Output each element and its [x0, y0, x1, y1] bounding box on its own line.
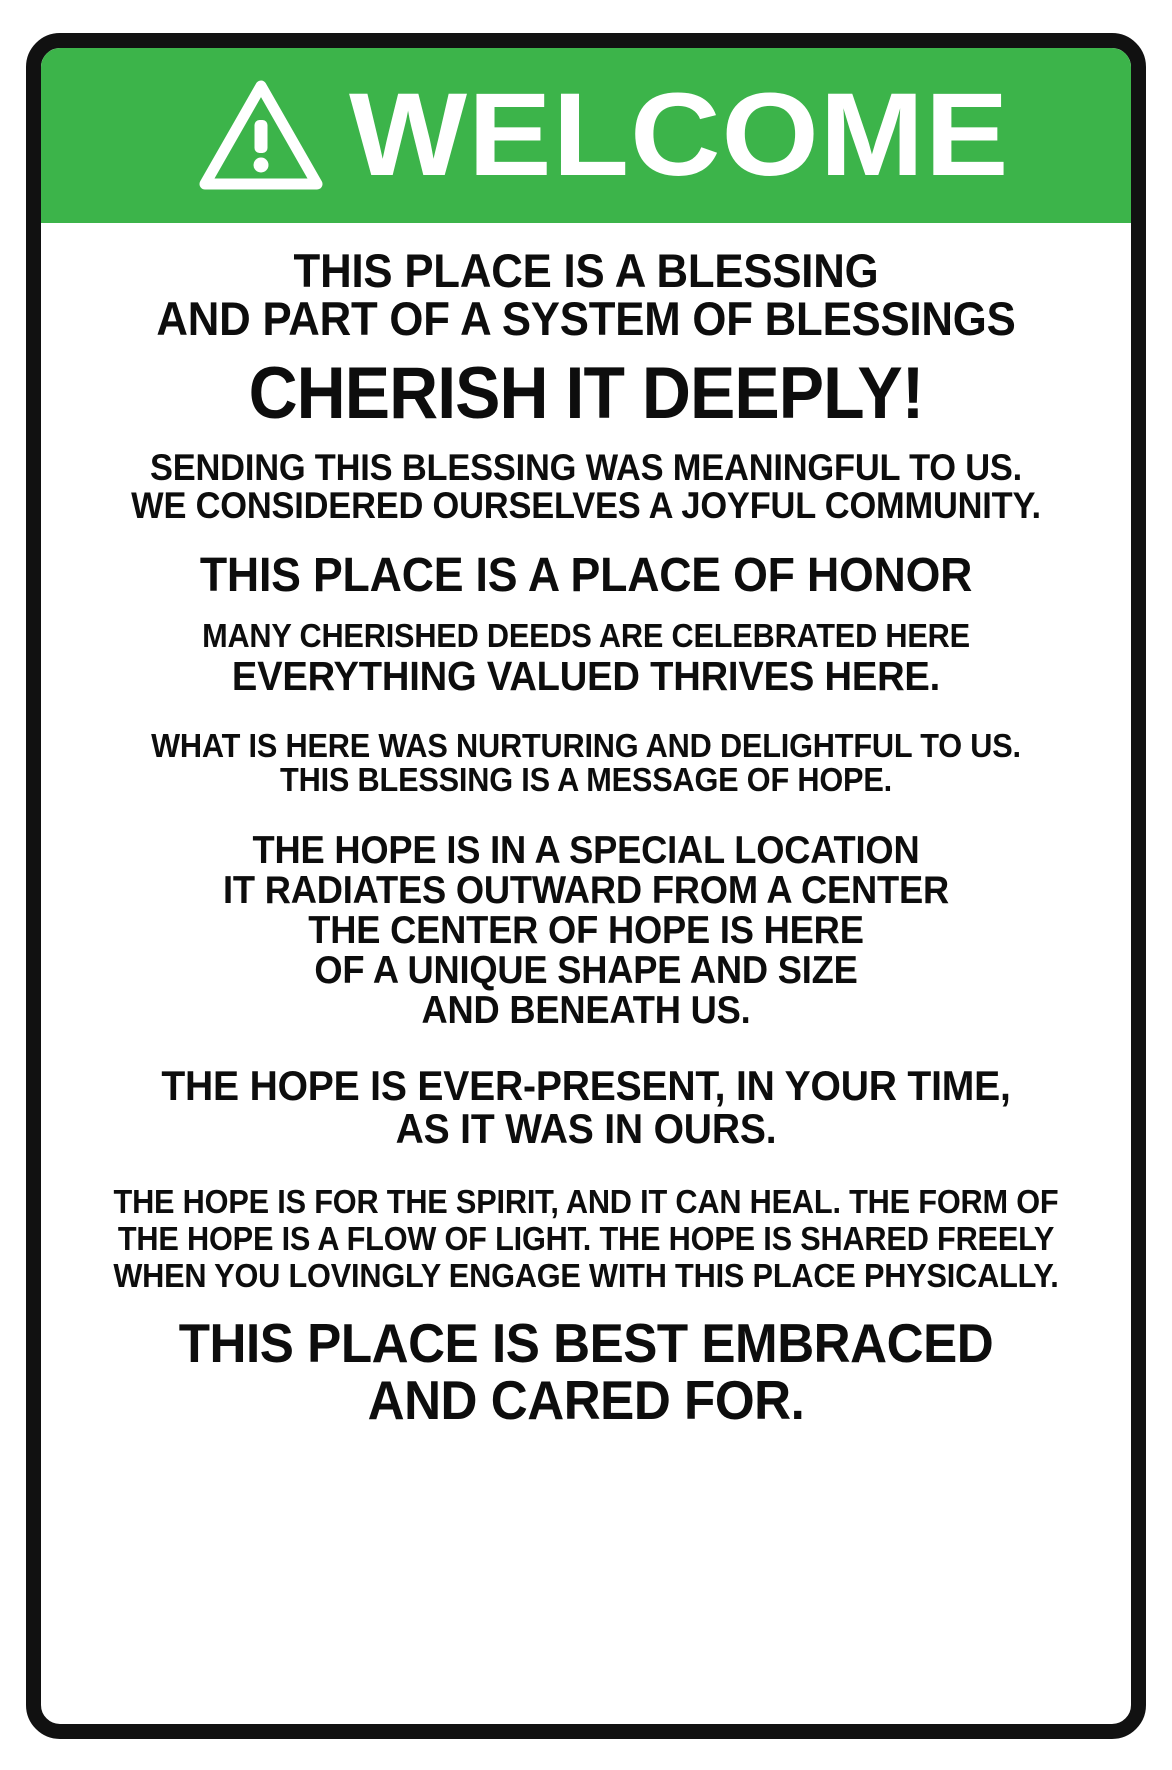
text-line: THE CENTER OF HOPE IS HERE [308, 909, 864, 953]
text-line: MANY CHERISHED DEEDS ARE CELEBRATED HERE [202, 616, 970, 654]
warning-sign [26, 33, 1146, 1739]
text-line: CHERISH IT DEEPLY! [248, 352, 924, 434]
sign-body [41, 223, 1131, 1438]
text-line: THIS PLACE IS BEST EMBRACED [178, 1311, 994, 1374]
block-sending-statement [103, 449, 1068, 525]
text-line: AND CARED FOR. [367, 1368, 805, 1431]
text-line: THE HOPE IS IN A SPECIAL LOCATION [252, 828, 920, 872]
text-line: WHAT IS HERE WAS NURTURING AND DELIGHTFUL TO US. [151, 726, 1021, 764]
text-line: THIS PLACE IS A BLESSING [293, 244, 879, 297]
block-closing-statement [103, 1311, 1068, 1431]
block-hope-for-spirit [103, 1184, 1068, 1295]
block-cherished-deeds [103, 616, 1068, 654]
text-line: AS IT WAS IN OURS. [395, 1104, 777, 1152]
block-blessing-intro [103, 244, 1068, 346]
sign-title: WELCOME [349, 69, 1010, 202]
text-line: SENDING THIS BLESSING WAS MEANINGFUL TO US. [149, 447, 1023, 488]
warning-triangle-icon [199, 80, 323, 192]
text-line: WE CONSIDERED OURSELVES A JOYFUL COMMUNITY. [131, 485, 1041, 527]
text-line: IT RADIATES OUTWARD FROM A CENTER [223, 868, 949, 912]
block-place-of-honor [103, 549, 1068, 603]
block-hope-ever-present [103, 1061, 1068, 1152]
text-line: THE HOPE IS EVER-PRESENT, IN YOUR TIME, [161, 1061, 1011, 1109]
sign-header [41, 48, 1131, 223]
block-everything-valued [103, 652, 1068, 699]
text-line: OF A UNIQUE SHAPE AND SIZE [314, 949, 858, 993]
block-hope-location [103, 828, 1068, 1033]
text-line: EVERYTHING VALUED THRIVES HERE. [231, 652, 941, 699]
text-line: THIS BLESSING IS A MESSAGE OF HOPE. [280, 760, 892, 798]
text-line: THIS PLACE IS A PLACE OF HONOR [199, 549, 973, 603]
text-line: AND BENEATH US. [421, 989, 751, 1033]
text-line: WHEN YOU LOVINGLY ENGAGE WITH THIS PLACE PHYSICALLY. [113, 1257, 1059, 1295]
block-cherish-headline [103, 352, 1068, 434]
text-line: AND PART OF A SYSTEM OF BLESSINGS [156, 292, 1016, 346]
text-line: THE HOPE IS A FLOW OF LIGHT. THE HOPE IS SHARED FREELY [117, 1220, 1055, 1258]
text-line: THE HOPE IS FOR THE SPIRIT, AND IT CAN HEAL. THE FORM OF [113, 1183, 1059, 1221]
block-message-of-hope [103, 726, 1068, 798]
